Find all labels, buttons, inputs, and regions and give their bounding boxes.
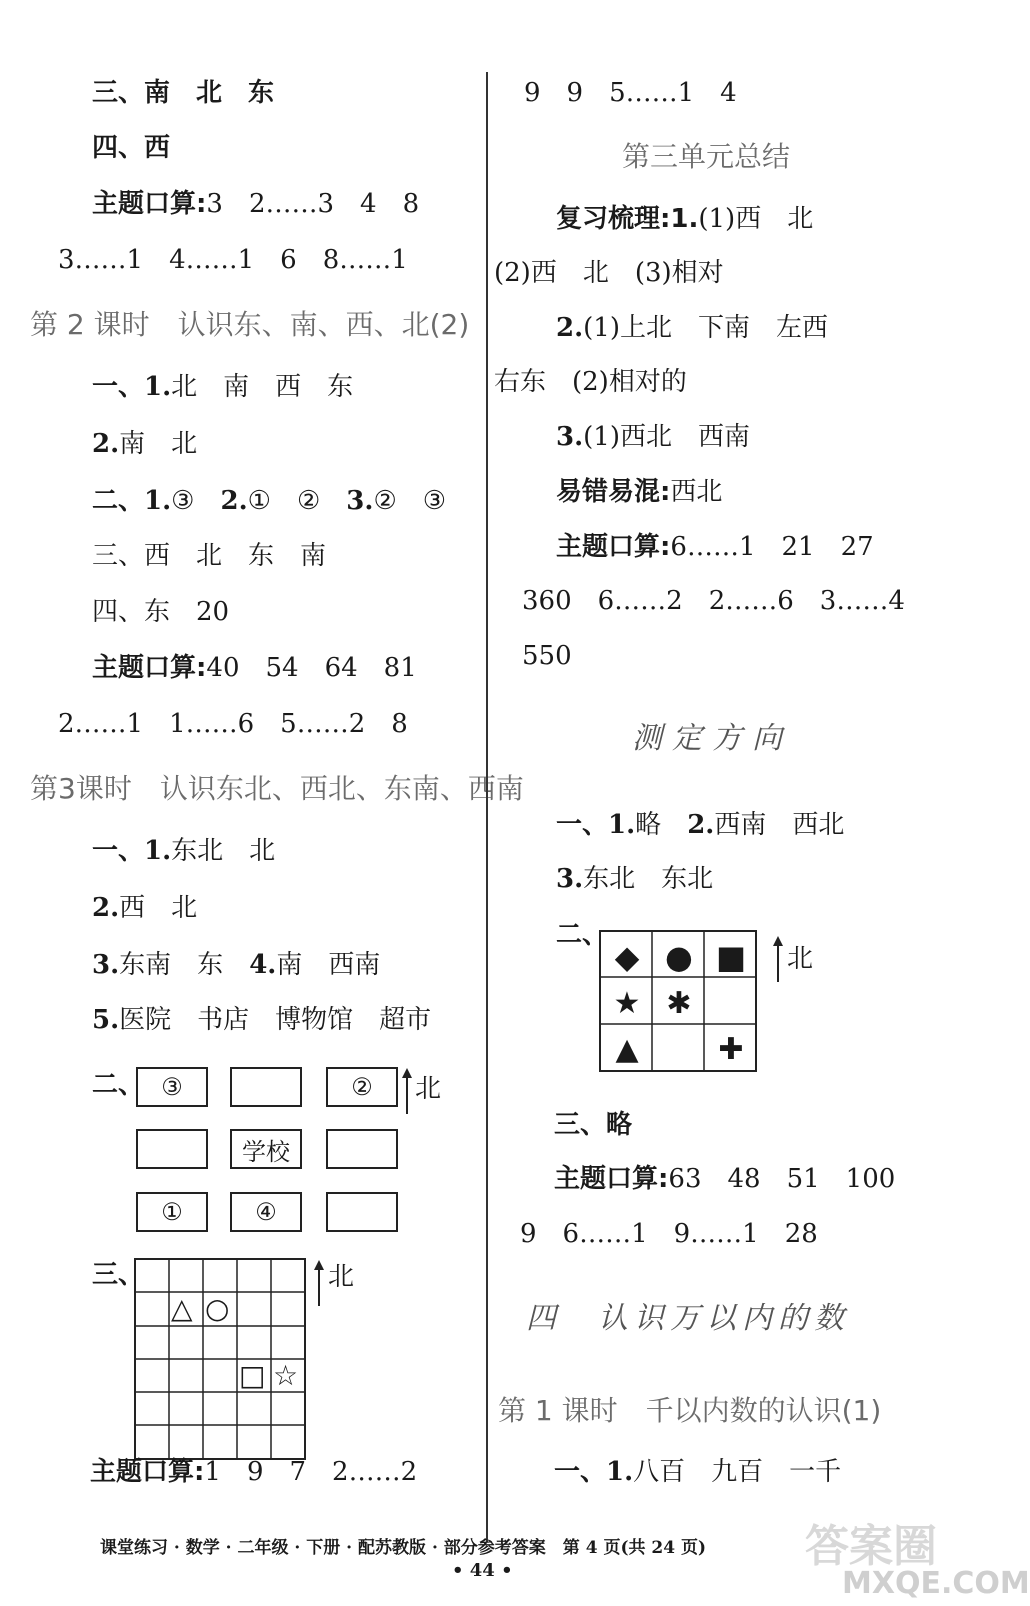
line-l2-q1-1: 一、1.北 南 西 东 (92, 372, 354, 402)
north-label-3: 北 (787, 944, 814, 974)
heading-measure-direction: 测定方向 (632, 721, 792, 756)
map-box-2 (230, 1067, 302, 1107)
map-box-8: ④ (230, 1192, 302, 1232)
line-mental-math-3: 主题口算:1 9 7 2……2 (90, 1457, 418, 1487)
north-arrow-icon (400, 1068, 414, 1116)
heading-unit4-lesson-1: 第 1 课时 千以内数的认识(1) (498, 1394, 882, 1427)
map-box-1: ③ (136, 1067, 208, 1107)
line-mental-math-1-cont: 3……1 4……1 6 8……1 (58, 245, 408, 275)
map-box-4 (136, 1129, 208, 1169)
line-q4-direction: 四、西 (92, 133, 171, 163)
triangle-shape: ▲ (615, 1032, 639, 1067)
label-q3: 三、 (92, 1260, 145, 1290)
north-arrow-icon (312, 1260, 326, 1308)
line-l2-q2: 二、1.③ 2.① ② 3.② ③ (92, 486, 447, 516)
star-shape: ★ (613, 986, 641, 1021)
north-label-2: 北 (328, 1262, 355, 1292)
label-q2: 二、 (92, 1070, 145, 1100)
north-arrow-icon (771, 936, 785, 984)
line-mental-math-5-cont: 9 6……1 9……1 28 (520, 1219, 818, 1249)
line-mental-math-5: 主题口算:63 48 51 100 (554, 1164, 896, 1194)
line-l2-q3: 三、西 北 东 南 (92, 541, 327, 571)
circle-shape: ● (665, 938, 693, 976)
cross-shape: ✚ (718, 1032, 744, 1067)
circle-mark: ○ (205, 1292, 230, 1325)
heading-lesson-2: 第 2 课时 认识东、南、西、北(2) (30, 308, 470, 341)
heading-unit-4: 四 认识万以内的数 (526, 1301, 850, 1336)
square-shape: ■ (715, 938, 747, 976)
map-box-3: ② (326, 1067, 398, 1107)
page-footer: 课堂练习 · 数学 · 二年级 · 下册 · 配苏教版 · 部分参考答案 第 4 页(共 24 页) (100, 1538, 707, 1558)
line-mental-math-4-cont2: 550 (522, 641, 572, 671)
north-label: 北 (415, 1074, 442, 1104)
line-review-1-cont: (2)西 北 (3)相对 (494, 258, 724, 288)
map-box-7: ① (136, 1192, 208, 1232)
heading-unit-3-summary: 第三单元总结 (622, 140, 791, 173)
label-measure-q2: 二、 (556, 920, 609, 950)
line-u4-q1: 一、1.八百 九百 一千 (554, 1457, 842, 1487)
line-l3-q1-5: 5.医院 书店 博物馆 超市 (92, 1005, 432, 1035)
line-review-3: 3.(1)西北 西南 (556, 422, 750, 452)
heading-lesson-3: 第3课时 认识东北、西北、东南、西南 (30, 772, 524, 805)
line-mental-math-2: 主题口算:40 54 64 81 (92, 653, 417, 683)
line-measure-q1-3: 3.东北 东北 (556, 864, 714, 894)
flower-shape: ✱ (666, 986, 692, 1021)
line-error-prone: 易错易混:西北 (556, 477, 723, 507)
line-q3-directions: 三、南 北 东 (92, 78, 275, 108)
line-mental-math-1: 主题口算:3 2……3 4 8 (92, 189, 420, 219)
line-review-2-cont: 右东 (2)相对的 (494, 367, 687, 397)
triangle-mark: △ (171, 1292, 193, 1325)
line-l2-q4: 四、东 20 (92, 597, 230, 627)
column-divider (486, 72, 488, 1542)
map-box-6 (326, 1129, 398, 1169)
line-l3-q1-3: 3.东南 东 4.南 西南 (92, 950, 381, 980)
line-l3-q1-1: 一、1.东北 北 (92, 836, 276, 866)
map-box-9 (326, 1192, 398, 1232)
page-number: • 44 • (452, 1560, 513, 1581)
diamond-shape: ◆ (614, 938, 640, 976)
map-box-5: 学校 (230, 1129, 302, 1169)
square-mark: □ (239, 1359, 266, 1392)
line-measure-q1: 一、1.略 2.西南 西北 (556, 810, 845, 840)
line-l3-q1-2: 2.西 北 (92, 893, 198, 923)
line-mental-math-2-cont: 2……1 1……6 5……2 8 (58, 709, 408, 739)
line-mental-math-3-cont: 9 9 5……1 4 (524, 78, 737, 108)
line-l2-q1-2: 2.南 北 (92, 429, 198, 459)
line-mental-math-4: 主题口算:6……1 21 27 (556, 532, 874, 562)
star-mark: ☆ (273, 1359, 299, 1392)
line-review-1: 复习梳理:1.(1)西 北 (556, 204, 814, 234)
line-review-2: 2.(1)上北 下南 左西 (556, 313, 828, 343)
watermark-logo: 答案圈 (805, 1521, 937, 1572)
line-mental-math-4-cont: 360 6……2 2……6 3……4 (522, 586, 905, 616)
watermark-url: MXQE.COM (842, 1566, 1030, 1601)
line-measure-q3: 三、略 (554, 1110, 633, 1140)
